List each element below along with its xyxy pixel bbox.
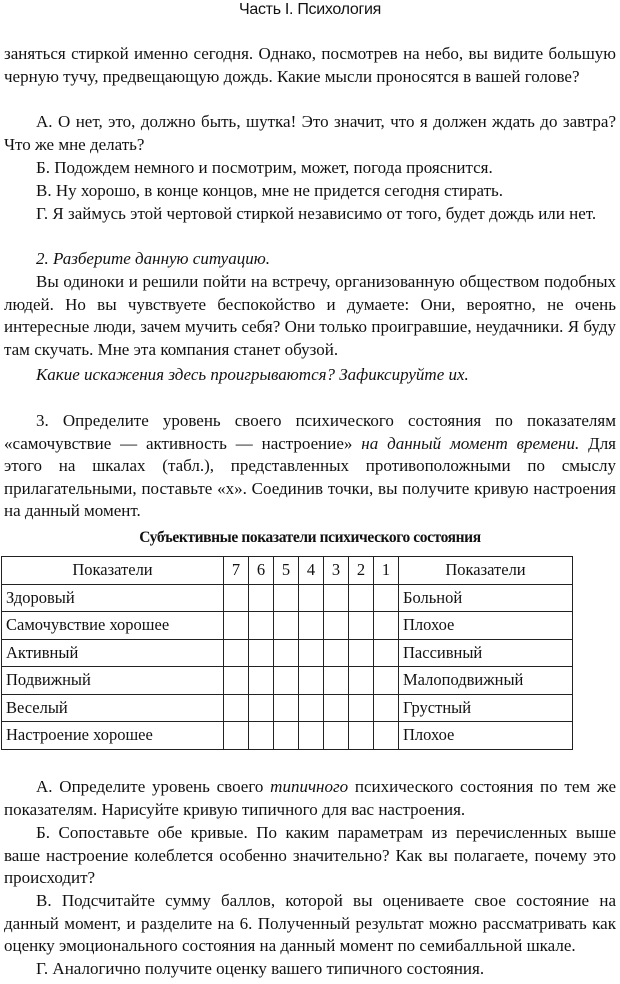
scale-cell[interactable]: [249, 722, 274, 750]
row-left-label: Активный: [2, 639, 224, 667]
row-right-label: Плохое: [399, 722, 573, 750]
scale-cell[interactable]: [274, 694, 299, 722]
scale-3: 3: [324, 557, 349, 585]
scale-cell[interactable]: [249, 639, 274, 667]
scale-cell[interactable]: [349, 694, 374, 722]
scale-cell[interactable]: [249, 667, 274, 695]
state-scale-table: [1, 556, 573, 750]
running-header: Часть I. Психология: [239, 1, 381, 18]
row-right-label: Малоподвижный: [399, 667, 573, 695]
row-left-label: Настроение хорошее: [2, 722, 224, 750]
scale-cell[interactable]: [299, 722, 324, 750]
step-g: Г. Аналогично получите оценку вашего типичного состояния.: [36, 959, 485, 978]
scale-cell[interactable]: [324, 584, 349, 612]
scale-1: 1: [374, 557, 399, 585]
option-g: Г. Я займусь этой чертовой стиркой независимо от того, будет дождь или нет.: [36, 204, 597, 223]
scale-cell[interactable]: [224, 667, 249, 695]
scale-cell[interactable]: [324, 667, 349, 695]
scale-cell[interactable]: [224, 612, 249, 640]
scale-cell[interactable]: [349, 722, 374, 750]
scale-cell[interactable]: [299, 612, 324, 640]
task-3-text: [4, 410, 616, 523]
scale-cell[interactable]: [349, 667, 374, 695]
row-left-label: Подвижный: [2, 667, 224, 695]
scale-cell[interactable]: [299, 694, 324, 722]
option-a: А. О нет, это, должно быть, шутка! Это значит, что я должен ждать до завтра? Что же мне делать?: [4, 112, 616, 154]
option-v: В. Ну хорошо, в конце концов, мне не придется сегодня стирать.: [36, 181, 504, 200]
scale-cell[interactable]: [299, 639, 324, 667]
scale-cell[interactable]: [274, 722, 299, 750]
scale-cell[interactable]: [224, 722, 249, 750]
scale-cell[interactable]: [374, 612, 399, 640]
scale-cell[interactable]: [349, 639, 374, 667]
scale-cell[interactable]: [274, 612, 299, 640]
table-row: [2, 722, 573, 750]
header-right: Показатели: [399, 557, 573, 585]
scale-4: 4: [299, 557, 324, 585]
scale-cell[interactable]: [374, 667, 399, 695]
task-3-part2: Для этого на шкалах (табл.), представленных противоположными по смыслу прилагательными, поставьте «х». Соединив точки, вы получите кривую настроения на данный момент.: [4, 433, 616, 520]
table-caption: Субъективные показатели психического состояния: [139, 529, 481, 546]
scale-cell[interactable]: [374, 639, 399, 667]
scale-cell[interactable]: [324, 722, 349, 750]
step-a-part1: А. Определите уровень своего: [36, 777, 264, 796]
scale-cell[interactable]: [374, 584, 399, 612]
task-2-title: 2. Разберите данную ситуацию.: [36, 249, 270, 268]
scale-7: 7: [224, 557, 249, 585]
scale-cell[interactable]: [349, 612, 374, 640]
task-3-part1: 3. Определите уровень своего психического состояния по показателям «самочувствие — активность — настроение»: [4, 411, 616, 453]
scale-cell[interactable]: [324, 639, 349, 667]
scale-cell[interactable]: [274, 639, 299, 667]
scale-cell[interactable]: [349, 584, 374, 612]
scale-cell[interactable]: [224, 584, 249, 612]
step-a: [4, 776, 616, 821]
scale-cell[interactable]: [299, 584, 324, 612]
option-b: Б. Подождем немного и посмотрим, может, погода прояснится.: [36, 158, 493, 177]
header-left: Показатели: [2, 557, 224, 585]
table-row: [2, 612, 573, 640]
table-row: [2, 639, 573, 667]
task-2-text: Вы одиноки и решили пойти на встречу, организованную обществом подобных людей. Но вы чувствуете беспокойство и думаете: Они, вероятно, не очень интересные люди, зачем мучить себя? Они только проигравшие, неудачники. Я буду там скучать. Мне эта компания станет обузой.: [4, 272, 616, 359]
paragraph-intro: заняться стиркой именно сегодня. Однако, посмотрев на небо, вы видите большую черную тучу, предвещающую дождь. Какие мысли проносятся в вашей голове?: [4, 44, 616, 86]
scale-cell[interactable]: [249, 694, 274, 722]
step-a-italic: типичного: [270, 777, 349, 796]
row-right-label: Плохое: [399, 612, 573, 640]
scale-cell[interactable]: [224, 639, 249, 667]
task-2-question: Какие искажения здесь проигрываются? Зафиксируйте их.: [36, 365, 469, 384]
table-row: [2, 694, 573, 722]
scale-cell[interactable]: [324, 694, 349, 722]
scale-cell[interactable]: [249, 612, 274, 640]
task-3-italic: на данный момент времени.: [361, 433, 580, 453]
scale-cell[interactable]: [274, 667, 299, 695]
row-left-label: Веселый: [2, 694, 224, 722]
row-right-label: Пассивный: [399, 639, 573, 667]
scale-cell[interactable]: [299, 667, 324, 695]
step-a-part2: психического состояния по тем же показателям. Нарисуйте кривую типичного для вас настроения.: [4, 777, 616, 819]
scale-6: 6: [249, 557, 274, 585]
table-row: [2, 667, 573, 695]
scale-2: 2: [349, 557, 374, 585]
row-left-label: Самочувствие хорошее: [2, 612, 224, 640]
scale-cell[interactable]: [249, 584, 274, 612]
scale-cell[interactable]: [324, 612, 349, 640]
scale-cell[interactable]: [224, 694, 249, 722]
row-left-label: Здоровый: [2, 584, 224, 612]
step-b: Б. Сопоставьте обе кривые. По каким параметрам из перечисленных выше ваше настроение колеблется особенно значительно? Как вы полагаете, почему это происходит?: [4, 823, 616, 887]
table-header-row: [2, 557, 573, 585]
row-right-label: Грустный: [399, 694, 573, 722]
step-v: В. Подсчитайте сумму баллов, которой вы оцениваете свое состояние на данный момент, и разделите на 6. Полученный результат можно рассматривать как оценку эмоционального состояния на данный момент по семибалльной шкале.: [4, 891, 616, 955]
scale-cell[interactable]: [374, 694, 399, 722]
scale-cell[interactable]: [374, 722, 399, 750]
scale-5: 5: [274, 557, 299, 585]
table-row: [2, 584, 573, 612]
row-right-label: Больной: [399, 584, 573, 612]
scale-cell[interactable]: [274, 584, 299, 612]
